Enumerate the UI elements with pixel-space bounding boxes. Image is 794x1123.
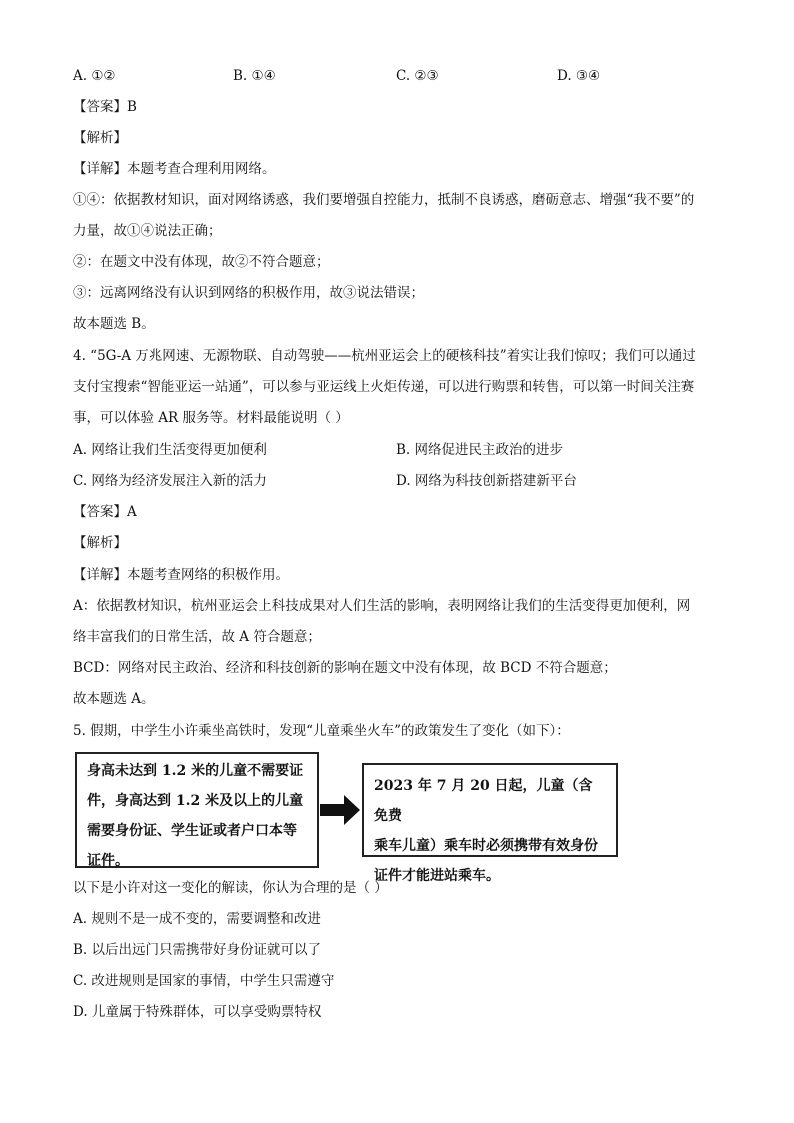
explanation-line: 力量，故①④说法正确； <box>73 223 222 239</box>
old-policy-text: 需要身份证、学生证或者户口本等 <box>87 823 297 839</box>
option-c: C. 网络为经济发展注入新的活力 <box>73 473 267 489</box>
option-b: B. 以后出远门只需携带好身份证就可以了 <box>73 942 322 958</box>
question-stem: 事，可以体验 AR 服务等。材料最能说明（ ） <box>73 410 349 426</box>
detail-label: 【详解】本题考查网络的积极作用。 <box>73 567 289 583</box>
option-a: A. ①② <box>73 68 116 84</box>
option-d: D. ③④ <box>557 68 601 84</box>
new-policy-text: 证件才能进站乘车。 <box>374 868 500 884</box>
question-prompt: 以下是小许对这一变化的解读，你认为合理的是（ ） <box>73 880 388 896</box>
option-a: A. 规则不是一成不变的，需要调整和改进 <box>73 911 321 927</box>
old-policy-text: 件，身高达到 1.2 米及以上的儿童 <box>87 793 304 809</box>
analysis-label: 【解析】 <box>73 535 127 551</box>
new-policy-text: 乘车儿童）乘车时必须携带有效身份 <box>374 838 598 854</box>
option-b: B. ①④ <box>233 68 276 84</box>
option-c: C. 改进规则是国家的事情，中学生只需遵守 <box>73 973 335 989</box>
explanation-line: ①④：依据教材知识，面对网络诱惑，我们要增强自控能力，抵制不良诱惑，磨砺意志、增强“我不要”的 <box>73 192 695 208</box>
explanation-line: A：依据教材知识，杭州亚运会上科技成果对人们生活的影响，表明网络让我们的生活变得更加便利，网 <box>73 598 691 614</box>
detail-label: 【详解】本题考查合理利用网络。 <box>73 161 276 177</box>
explanation-line: ②：在题文中没有体现，故②不符合题意； <box>73 254 330 270</box>
question-stem: 支付宝搜索“智能亚运一站通”，可以参与亚运线上火炬传递，可以进行购票和转售，可以第一时间关注赛 <box>73 379 695 395</box>
old-policy-text: 证件。 <box>87 853 129 869</box>
option-b: B. 网络促进民主政治的进步 <box>396 442 564 458</box>
option-d: D. 儿童属于特殊群体，可以享受购票特权 <box>73 1004 322 1020</box>
old-policy-box <box>75 752 319 868</box>
option-a: A. 网络让我们生活变得更加便利 <box>73 442 267 458</box>
new-policy-box <box>362 763 618 884</box>
option-d: D. 网络为科技创新搭建新平台 <box>396 473 577 489</box>
answer-label: 【答案】A <box>73 504 137 520</box>
answer-label: 【答案】B <box>73 99 137 115</box>
explanation-line: 故本题选 A。 <box>73 691 155 707</box>
analysis-label: 【解析】 <box>73 130 127 146</box>
explanation-line: BCD：网络对民主政治、经济和科技创新的影响在题文中没有体现，故 BCD 不符合题意； <box>73 660 617 676</box>
explanation-line: ③：远离网络没有认识到网络的积极作用，故③说法错误； <box>73 285 424 301</box>
new-policy-text: 2023 年 7 月 20 日起，儿童（含免费 <box>374 778 593 824</box>
old-policy-text: 身高未达到 1.2 米的儿童不需要证 <box>87 763 304 779</box>
question-stem: 4. “5G-A 万兆网速、无源物联、自动驾驶——杭州亚运会上的硬核科技”着实让我们惊叹；我们可以通过 <box>73 348 696 364</box>
explanation-line: 络丰富我们的日常生活，故 A 符合题意； <box>73 629 321 645</box>
option-c: C. ②③ <box>396 68 439 84</box>
explanation-line: 故本题选 B。 <box>73 316 155 332</box>
right-arrow-icon <box>320 793 362 827</box>
question-stem: 5. 假期，中学生小许乘坐高铁时，发现“儿童乘坐火车”的政策发生了变化（如下）： <box>73 723 570 739</box>
